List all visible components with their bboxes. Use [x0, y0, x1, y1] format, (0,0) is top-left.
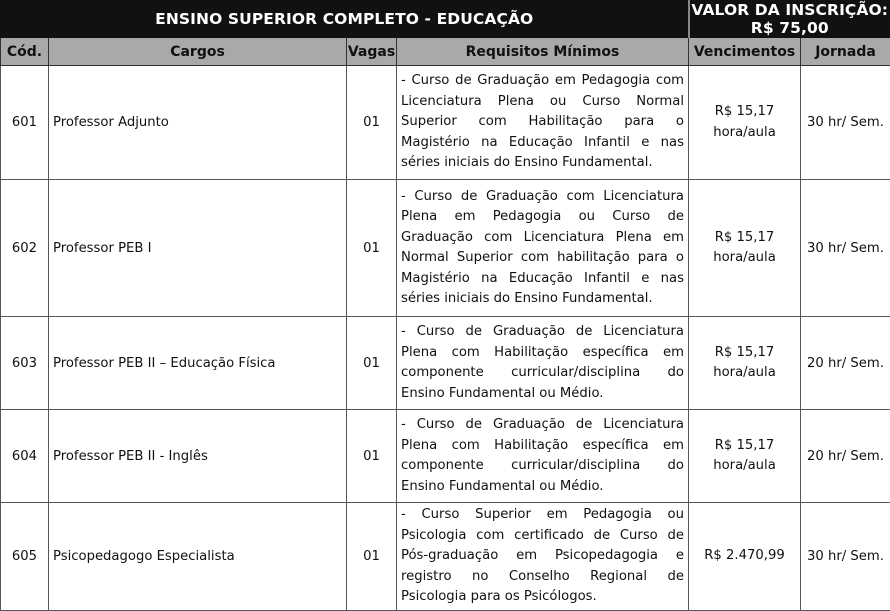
- row-jornada: 30 hr/ Sem.: [801, 503, 890, 611]
- table-row: [1, 180, 890, 317]
- salary-value: R$ 2.470,99: [704, 548, 785, 563]
- row-jornada: 20 hr/ Sem.: [801, 317, 890, 410]
- row-vencimentos: [689, 410, 801, 503]
- row-vagas: 01: [347, 180, 397, 317]
- row-requisitos: - Curso de Graduação com Licenciatura Plena em Pedagogia ou Curso de Graduação com Licenciatura Plena em Normal Superior com habilitação para o Magistério na Educação Infantil e nas séries iniciais do Ensino Fundamental.: [397, 180, 689, 317]
- salary-unit: hora/aula: [713, 124, 776, 140]
- row-vagas: 01: [347, 66, 397, 180]
- row-vencimentos: [689, 317, 801, 410]
- row-jornada: 30 hr/ Sem.: [801, 180, 890, 317]
- salary-value: R$ 15,17: [714, 104, 775, 119]
- banner-category: ENSINO SUPERIOR COMPLETO - EDUCAÇÃO: [1, 1, 689, 38]
- row-vencimentos: [689, 66, 801, 180]
- row-code: 605: [1, 503, 49, 611]
- header-jornada: Jornada: [801, 38, 890, 66]
- table-row: [1, 66, 890, 180]
- header-cargo: Cargos: [49, 38, 347, 66]
- row-code: 603: [1, 317, 49, 410]
- row-requisitos: - Curso de Graduação de Licenciatura Plena com Habilitação específica em componente curricular/disciplina do Ensino Fundamental ou Médio.: [397, 317, 689, 410]
- table-header-row: [1, 38, 890, 66]
- table-row: [1, 317, 890, 410]
- salary-unit: hora/aula: [713, 365, 776, 380]
- row-code: 604: [1, 410, 49, 503]
- row-jornada: 20 hr/ Sem.: [801, 410, 890, 503]
- row-vencimentos: [689, 180, 801, 317]
- header-vencimentos: Vencimentos: [689, 38, 801, 66]
- header-code: Cód.: [1, 38, 49, 66]
- row-vagas: 01: [347, 410, 397, 503]
- row-vagas: 01: [347, 503, 397, 611]
- row-jornada: 30 hr/ Sem.: [801, 66, 890, 180]
- header-vagas: Vagas: [347, 38, 397, 66]
- table-row: [1, 503, 890, 611]
- table-row: [1, 410, 890, 503]
- salary-unit: hora/aula: [713, 458, 776, 473]
- row-requisitos: - Curso de Graduação de Licenciatura Plena com Habilitação específica em componente curricular/disciplina do Ensino Fundamental ou Médio.: [397, 410, 689, 503]
- header-requisitos: Requisitos Mínimos: [397, 38, 689, 66]
- row-cargo: Professor PEB II – Educação Física: [49, 317, 347, 410]
- row-requisitos: - Curso de Graduação em Pedagogia com Licenciatura Plena ou Curso Normal Superior com Habilitação para o Magistério na Educação Infantil e nas séries iniciais do Ensino Fundamental.: [397, 66, 689, 180]
- banner-registration-fee: VALOR DA INSCRIÇÃO: R$ 75,00: [689, 1, 890, 38]
- table-banner: [1, 1, 890, 38]
- row-vencimentos: [689, 503, 801, 611]
- salary-value: R$ 15,17: [714, 344, 775, 360]
- salary-unit: hora/aula: [713, 250, 776, 265]
- row-cargo: Professor PEB I: [49, 180, 347, 317]
- row-cargo: Professor Adjunto: [49, 66, 347, 180]
- row-code: 602: [1, 180, 49, 317]
- row-cargo: Psicopedagogo Especialista: [49, 503, 347, 611]
- salary-value: R$ 15,17: [714, 437, 775, 453]
- row-cargo: Professor PEB II - Inglês: [49, 410, 347, 503]
- salary-value: R$ 15,17: [714, 229, 775, 245]
- row-vagas: 01: [347, 317, 397, 410]
- row-requisitos: - Curso Superior em Pedagogia ou Psicologia com certificado de Curso de Pós-graduação em Psicopedagogia e registro no Conselho Regional de Psicologia para os Psicólogos.: [397, 503, 689, 611]
- row-code: 601: [1, 66, 49, 180]
